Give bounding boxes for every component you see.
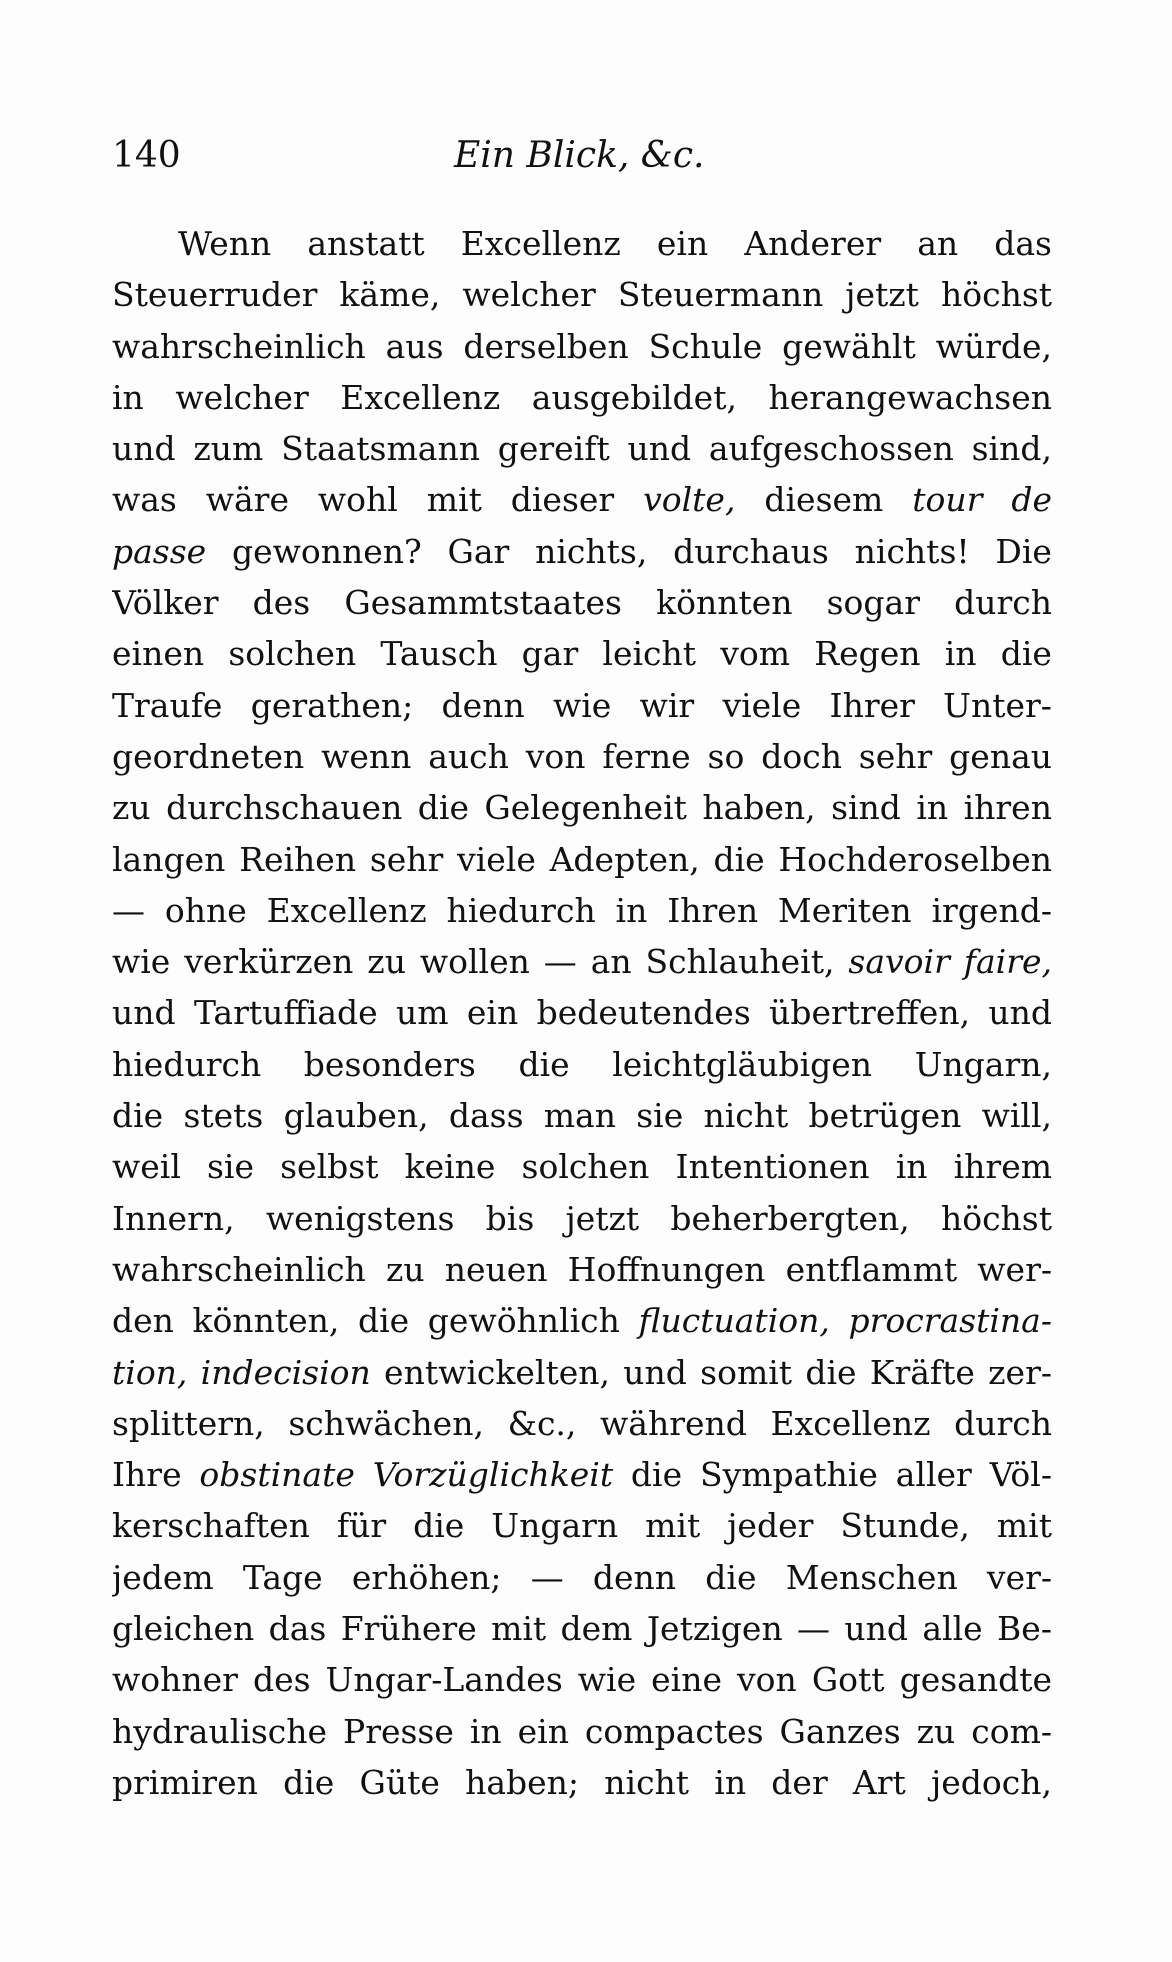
text-run: hiedurch besonders die leichtgläubigen Ungarn,	[112, 1044, 1052, 1084]
text-run: primiren die Güte haben; nicht in der Art jedoch,	[112, 1762, 1052, 1802]
text-run: splittern, schwächen, &c., während Excellenz durch	[112, 1403, 1052, 1443]
text-line	[112, 1500, 1052, 1551]
text-line	[112, 834, 1052, 885]
text-run: einen solchen Tausch gar leicht vom Regen in die	[112, 634, 1052, 674]
text-line	[112, 1244, 1052, 1295]
text-run: die stets glauben, dass man sie nicht betrügen will,	[112, 1096, 1052, 1136]
italic-phrase: volte,	[643, 480, 736, 520]
text-run: wahrscheinlich zu neuen Hoffnungen entflammt wer-	[112, 1249, 1052, 1289]
running-title: Ein Blick, &c.	[454, 135, 705, 176]
text-line	[112, 321, 1052, 372]
text-line	[112, 1398, 1052, 1449]
text-run: Steuerruder käme, welcher Steuermann jetzt höchst	[112, 275, 1052, 315]
text-run: — ohne Excellenz hiedurch in Ihren Meriten irgend-	[112, 890, 1052, 930]
text-line	[112, 1193, 1052, 1244]
text-run: entwickelten, und somit die Kräfte zer-	[370, 1352, 1052, 1392]
text-line	[112, 680, 1052, 731]
text-run: in welcher Excellenz ausgebildet, herangewachsen	[112, 377, 1052, 417]
text-line	[112, 987, 1052, 1038]
text-line	[112, 423, 1052, 474]
text-line	[112, 782, 1052, 833]
text-run: die Sympathie aller Völ-	[613, 1455, 1052, 1495]
text-run: geordneten wenn auch von ferne so doch sehr genau	[112, 736, 1052, 776]
text-run: zu durchschauen die Gelegenheit haben, sind in ihren	[112, 788, 1052, 828]
text-line	[112, 218, 1052, 269]
text-line	[112, 1603, 1052, 1654]
italic-phrase: tion, indecision	[112, 1352, 371, 1392]
text-line	[112, 372, 1052, 423]
text-run: wohner des Ungar-Landes wie eine von Gott gesandte	[112, 1660, 1052, 1700]
text-line	[112, 1552, 1052, 1603]
text-run: was wäre wohl mit dieser	[112, 480, 644, 520]
italic-phrase: obstinate Vorzüglichkeit	[199, 1455, 614, 1495]
text-line	[112, 1295, 1052, 1346]
italic-phrase: passe	[112, 531, 207, 571]
text-line	[112, 526, 1052, 577]
text-line	[112, 1757, 1052, 1808]
text-line	[112, 628, 1052, 679]
text-run: gleichen das Frühere mit dem Jetzigen — und alle Be-	[112, 1609, 1052, 1649]
text-run: kerschaften für die Ungarn mit jeder Stunde, mit	[112, 1506, 1052, 1546]
text-run: hydraulische Presse in ein compactes Ganzes zu com-	[112, 1711, 1052, 1751]
text-line	[112, 1141, 1052, 1192]
text-line	[112, 1347, 1052, 1398]
italic-phrase: fluctuation, procrastina-	[638, 1301, 1052, 1341]
text-line	[112, 1706, 1052, 1757]
text-run: diesem	[735, 480, 913, 520]
text-run: weil sie selbst keine solchen Intentionen in ihrem	[112, 1147, 1052, 1187]
text-line	[112, 731, 1052, 782]
text-line	[112, 1449, 1052, 1500]
text-line	[112, 577, 1052, 628]
text-run: jedem Tage erhöhen; — denn die Menschen ver-	[112, 1557, 1052, 1597]
italic-phrase: tour de	[912, 480, 1052, 520]
text-run: den könnten, die gewöhnlich	[112, 1301, 639, 1341]
text-run: wie verkürzen zu wollen — an Schlauheit,	[112, 942, 849, 982]
text-line	[112, 936, 1052, 987]
body-text	[112, 218, 1052, 1808]
text-line	[112, 1654, 1052, 1705]
text-run: wahrscheinlich aus derselben Schule gewählt würde,	[112, 326, 1052, 366]
text-line	[112, 474, 1052, 525]
text-line	[112, 269, 1052, 320]
text-run: Ihre	[112, 1455, 200, 1495]
text-line	[112, 1039, 1052, 1090]
running-head	[112, 132, 1052, 192]
text-run: Wenn anstatt Excellenz ein Anderer an das	[178, 224, 1052, 263]
text-run: gewonnen? Gar nichts, durchaus nichts! Die	[206, 531, 1052, 571]
italic-phrase: savoir faire,	[848, 942, 1052, 982]
text-run: Völker des Gesammtstaates könnten sogar durch	[112, 583, 1052, 623]
text-run: und Tartuffiade um ein bedeutendes übertreffen, und	[112, 993, 1052, 1033]
text-run: langen Reihen sehr viele Adepten, die Hochderoselben	[112, 839, 1052, 879]
text-run: Innern, wenigstens bis jetzt beherbergten, höchst	[112, 1198, 1052, 1238]
text-line	[112, 885, 1052, 936]
text-line	[112, 1090, 1052, 1141]
page-number: 140	[112, 135, 181, 176]
text-run: und zum Staatsmann gereift und aufgeschossen sind,	[112, 429, 1052, 469]
text-run: Traufe gerathen; denn wie wir viele Ihrer Unter-	[112, 685, 1052, 725]
